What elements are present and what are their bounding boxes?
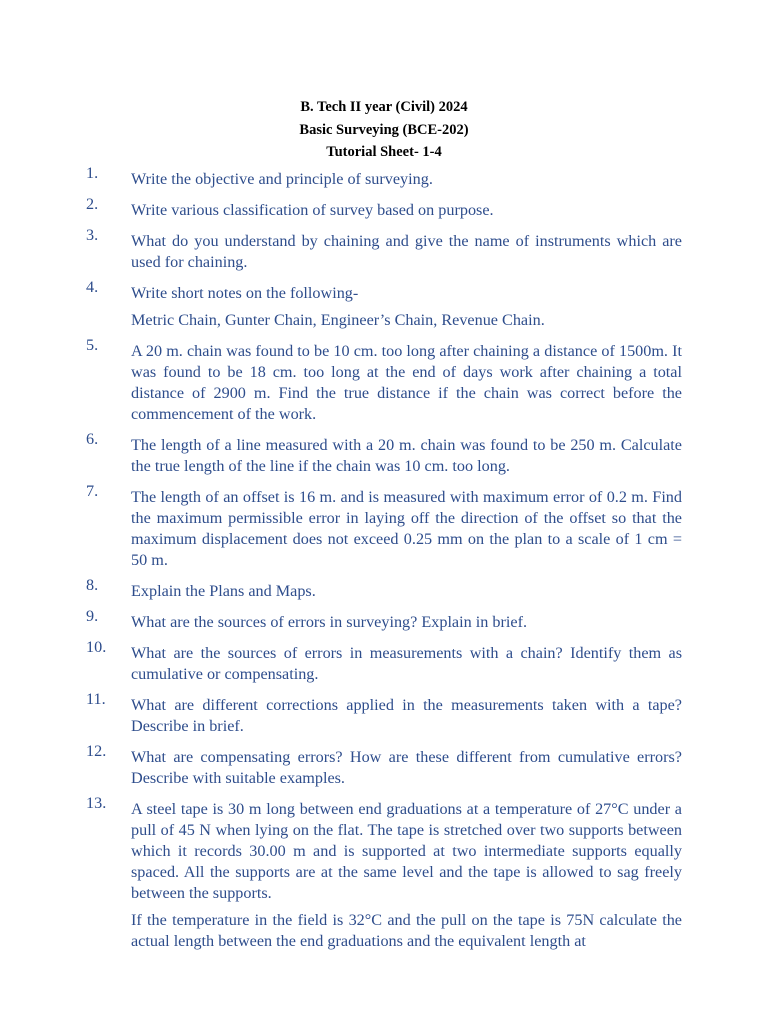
question-number: 3. xyxy=(86,226,99,244)
question-item xyxy=(86,278,682,331)
question-number: 2. xyxy=(86,195,99,213)
tutorial-sheet-title: Tutorial Sheet- 1-4 xyxy=(326,144,442,160)
question-item xyxy=(86,794,682,952)
question-text: Explain the Plans and Maps. xyxy=(131,582,316,600)
question-text: If the temperature in the field is 32°C and the pull on the tape is 75N calculate the actual length between the end graduations and the equivalent length at xyxy=(131,911,682,950)
question-item xyxy=(86,607,682,633)
question-number: 12. xyxy=(86,742,107,760)
question-text: The length of a line measured with a 20 m. chain was found to be 250 m. Calculate the true length of the line if the chain was 10 cm. too long. xyxy=(131,436,682,475)
question-number: 13. xyxy=(86,794,107,812)
question-number: 10. xyxy=(86,638,107,656)
question-text: What are different corrections applied in the measurements taken with a tape? Describe in brief. xyxy=(131,696,682,735)
question-item xyxy=(86,226,682,273)
course-title: B. Tech II year (Civil) 2024 xyxy=(300,99,468,115)
question-text: What are the sources of errors in measurements with a chain? Identify them as cumulative or compensating. xyxy=(131,644,682,683)
question-text: A steel tape is 30 m long between end graduations at a temperature of 27°C under a pull of 45 N when lying on the flat. The tape is stretched over two supports between which it records 30.00 m and is supported at two intermediate supports equally spaced. All the supports are at the same level and the tape is allowed to sag freely between the supports. xyxy=(131,800,682,902)
question-number: 9. xyxy=(86,607,99,625)
question-number: 6. xyxy=(86,430,99,448)
question-item xyxy=(86,638,682,685)
question-item xyxy=(86,195,682,221)
question-number: 5. xyxy=(86,336,99,354)
question-text: Metric Chain, Gunter Chain, Engineer’s Chain, Revenue Chain. xyxy=(131,311,545,329)
question-item xyxy=(86,742,682,789)
question-item xyxy=(86,482,682,571)
question-text: What are compensating errors? How are these different from cumulative errors? Describe with suitable examples. xyxy=(131,748,682,787)
question-text: The length of an offset is 16 m. and is measured with maximum error of 0.2 m. Find the maximum permissible error in laying off the direction of the offset so that the maximum displacement does not exceed 0.25 mm on the plan to a scale of 1 cm = 50 m. xyxy=(131,488,682,569)
question-list xyxy=(86,164,682,960)
question-text: What do you understand by chaining and give the name of instruments which are used for chaining. xyxy=(131,232,682,271)
question-number: 7. xyxy=(86,482,99,500)
question-item xyxy=(86,576,682,602)
question-item xyxy=(86,164,682,190)
question-item xyxy=(86,690,682,737)
question-number: 8. xyxy=(86,576,99,594)
question-text: A 20 m. chain was found to be 10 cm. too long after chaining a distance of 1500m. It was found to be 18 cm. too long at the end of days work after chaining a total distance of 2900 m. Find the true distance if the chain was correct before the commencement of the work. xyxy=(131,342,682,423)
question-text: Write the objective and principle of surveying. xyxy=(131,170,433,188)
question-text: Write short notes on the following- xyxy=(131,284,359,302)
question-text: Write various classification of survey based on purpose. xyxy=(131,201,494,219)
question-number: 1. xyxy=(86,164,99,182)
question-text: What are the sources of errors in surveying? Explain in brief. xyxy=(131,613,528,631)
question-number: 11. xyxy=(86,690,106,708)
question-number: 4. xyxy=(86,278,99,296)
subject-title: Basic Surveying (BCE-202) xyxy=(299,122,469,138)
question-item xyxy=(86,336,682,425)
question-item xyxy=(86,430,682,477)
document-header xyxy=(0,96,768,162)
